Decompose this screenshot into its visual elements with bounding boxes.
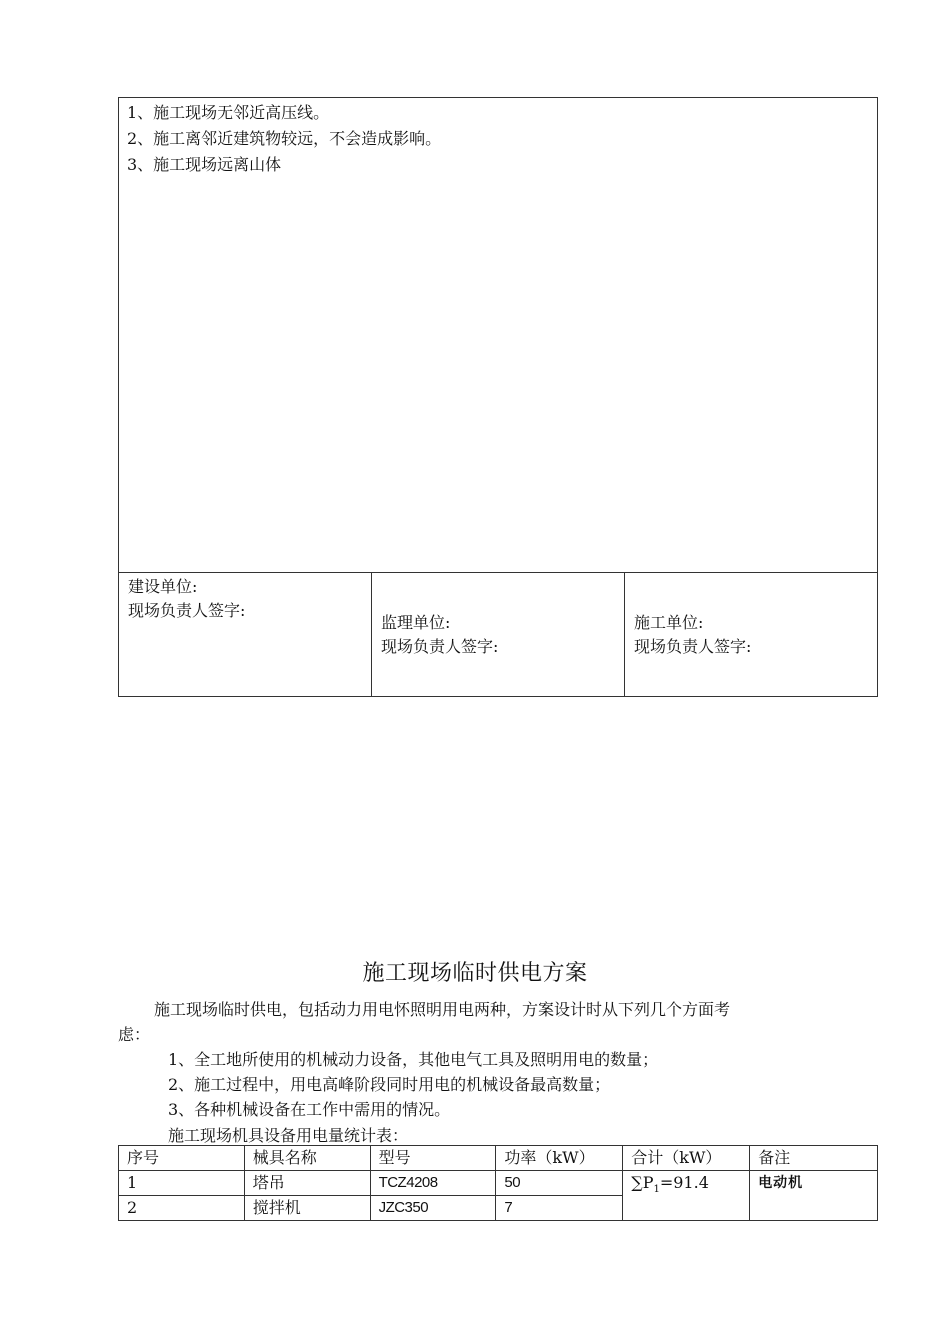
condition-line: 1、施工现场无邻近高压线。 (127, 103, 330, 122)
total-symbol: ∑P (631, 1173, 654, 1192)
cell-model: TCZ4208 (370, 1171, 496, 1196)
cell-power: 7 (496, 1196, 623, 1221)
total-value: =91.4 (659, 1173, 709, 1192)
cell-power: 50 (496, 1171, 623, 1196)
table-header-row (119, 1146, 878, 1171)
construction-unit-cell (119, 573, 371, 697)
header-cell: 合计（kW） (623, 1146, 750, 1171)
table-caption: 施工现场机具设备用电量统计表： (168, 1126, 409, 1145)
supervision-unit-label: 监理单位: (381, 613, 451, 632)
construction-unit-label: 建设单位: (128, 577, 198, 596)
table-row (119, 1171, 878, 1196)
plan-intro-line1: 施工现场临时供电，包括动力用电怀照明用电两种，方案设计时从下列几个方面考 (154, 1000, 731, 1019)
site-conditions-notes (127, 100, 441, 178)
plan-item: 3、各种机械设备在工作中需用的情况。 (168, 1100, 451, 1119)
supervision-unit-cell (371, 573, 624, 697)
cell-no: 1 (119, 1171, 245, 1196)
builder-unit-cell (624, 573, 877, 697)
plan-item: 1、全工地所使用的机械动力设备，其他电气工具及照明用电的数量； (168, 1050, 659, 1069)
cell-total (623, 1171, 750, 1221)
header-cell: 械具名称 (244, 1146, 370, 1171)
plan-intro-line2: 虑： (118, 1025, 151, 1044)
site-conditions-box (118, 97, 878, 697)
cell-no: 2 (119, 1196, 245, 1221)
cell-name: 塔吊 (244, 1171, 370, 1196)
cell-note: 电动机 (750, 1171, 878, 1221)
total-subscript: 1 (653, 1184, 660, 1196)
condition-line: 3、施工现场远离山体 (127, 155, 282, 174)
equipment-table (118, 1145, 878, 1221)
construction-unit-sign-label: 现场负责人签字: (128, 601, 246, 620)
header-cell: 备注 (750, 1146, 878, 1171)
header-cell: 序号 (119, 1146, 245, 1171)
builder-unit-label: 施工单位: (634, 613, 704, 632)
header-cell: 型号 (370, 1146, 496, 1171)
condition-line: 2、施工离邻近建筑物较远，不会造成影响。 (127, 129, 442, 148)
cell-name: 搅拌机 (244, 1196, 370, 1221)
header-cell: 功率（kW） (496, 1146, 623, 1171)
plan-item: 2、施工过程中，用电高峰阶段同时用电的机械设备最高数量； (168, 1075, 611, 1094)
supervision-unit-sign-label: 现场负责人签字: (381, 637, 499, 656)
plan-title: 施工现场临时供电方案 (362, 961, 588, 986)
signature-row (119, 572, 877, 697)
cell-model: JZC350 (370, 1196, 496, 1221)
builder-unit-sign-label: 现场负责人签字: (634, 637, 752, 656)
